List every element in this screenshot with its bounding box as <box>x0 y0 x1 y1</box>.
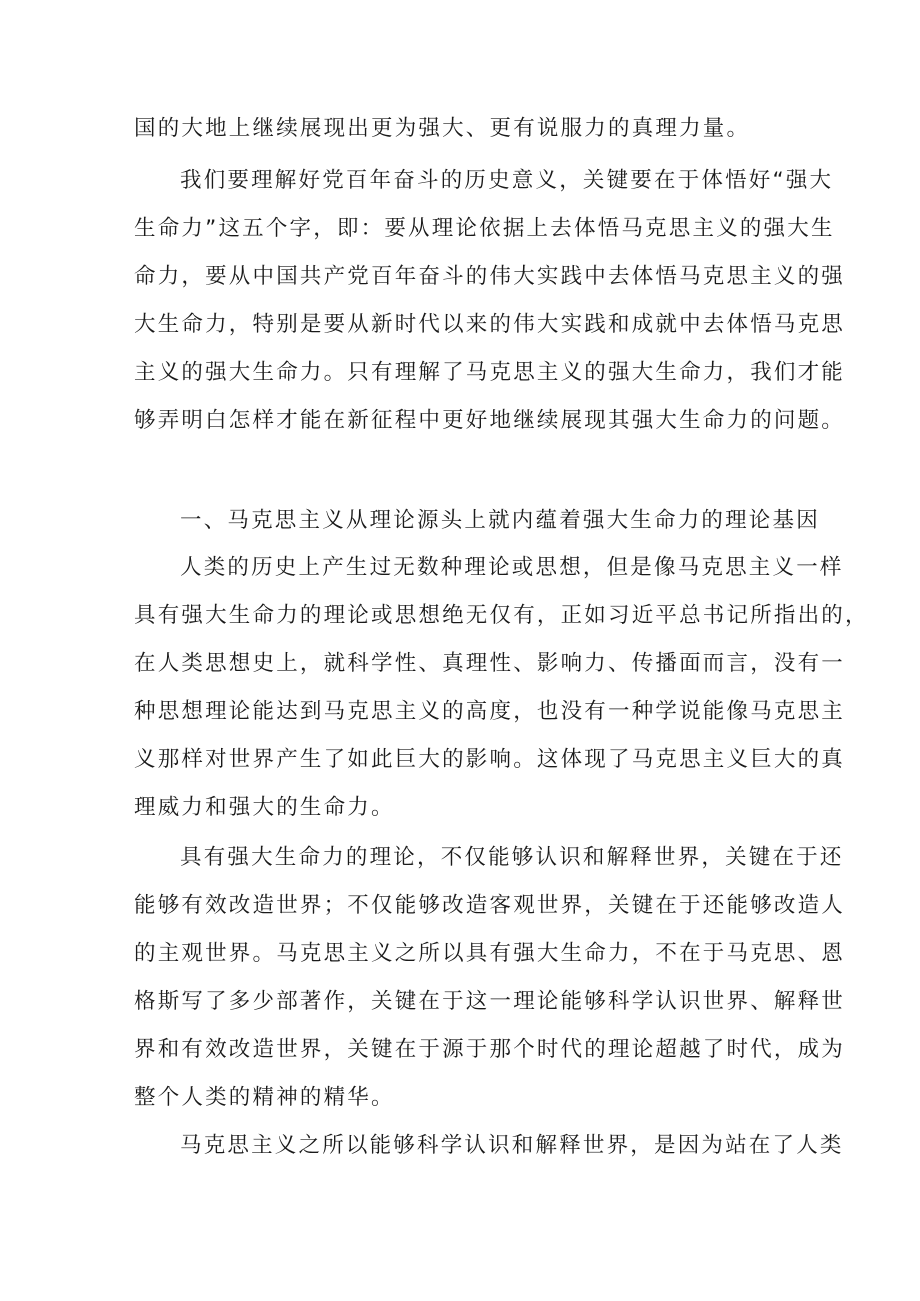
paragraph-4-line-3: 的主观世界。马克思主义之所以具有强大生命力，不在于马克思、恩 <box>134 941 846 966</box>
paragraph-4-line-2: 能够有效改造世界；不仅能够改造客观世界，关键在于还能够改造人 <box>134 893 846 918</box>
paragraph-3-line-4: 种思想理论能达到马克思主义的高度，也没有一种学说能像马克思主 <box>134 699 846 724</box>
paragraph-1-line-1: 国的大地上继续展现出更为强大、更有说服力的真理力量。 <box>134 116 751 141</box>
paragraph-4-line-6: 整个人类的精神的精华。 <box>134 1085 395 1110</box>
paragraph-2-line-6: 够弄明白怎样才能在新征程中更好地继续展现其强大生命力的问题。 <box>134 408 846 433</box>
paragraph-2-line-1: 我们要理解好党百年奋斗的历史意义，关键要在于体悟好“强大 <box>180 168 834 193</box>
paragraph-2-line-5: 主义的强大生命力。只有理解了马克思主义的强大生命力，我们才能 <box>134 360 846 385</box>
paragraph-4-line-1: 具有强大生命力的理论，不仅能够认识和解释世界，关键在于还 <box>180 845 844 870</box>
paragraph-4-line-4: 格斯写了多少部著作，关键在于这一理论能够科学认识世界、解释世 <box>134 989 846 1014</box>
paragraph-3-line-2: 具有强大生命力的理论或思想绝无仅有，正如习近平总书记所指出的， <box>134 603 869 628</box>
paragraph-4-line-5: 界和有效改造世界，关键在于源于那个时代的理论超越了时代，成为 <box>134 1037 846 1062</box>
paragraph-2-line-3: 命力，要从中国共产党百年奋斗的伟大实践中去体悟马克思主义的强 <box>134 264 846 289</box>
paragraph-2-line-4: 大生命力，特别是要从新时代以来的伟大实践和成就中去体悟马克思 <box>134 312 846 337</box>
paragraph-3-line-6: 理威力和强大的生命力。 <box>134 795 395 820</box>
paragraph-3-line-1: 人类的历史上产生过无数种理论或思想，但是像马克思主义一样 <box>180 555 844 580</box>
paragraph-3-line-3: 在人类思想史上，就科学性、真理性、影响力、传播面而言，没有一 <box>134 651 846 676</box>
paragraph-2-line-2: 生命力”这五个字，即：要从理论依据上去体悟马克思主义的强大生 <box>134 216 835 241</box>
section-heading: 一、马克思主义从理论源头上就内蕴着强大生命力的理论基因 <box>180 508 820 533</box>
paragraph-3-line-5: 义那样对世界产生了如此巨大的影响。这体现了马克思主义巨大的真 <box>134 747 846 772</box>
paragraph-5-line-1: 马克思主义之所以能够科学认识和解释世界，是因为站在了人类 <box>180 1133 844 1158</box>
